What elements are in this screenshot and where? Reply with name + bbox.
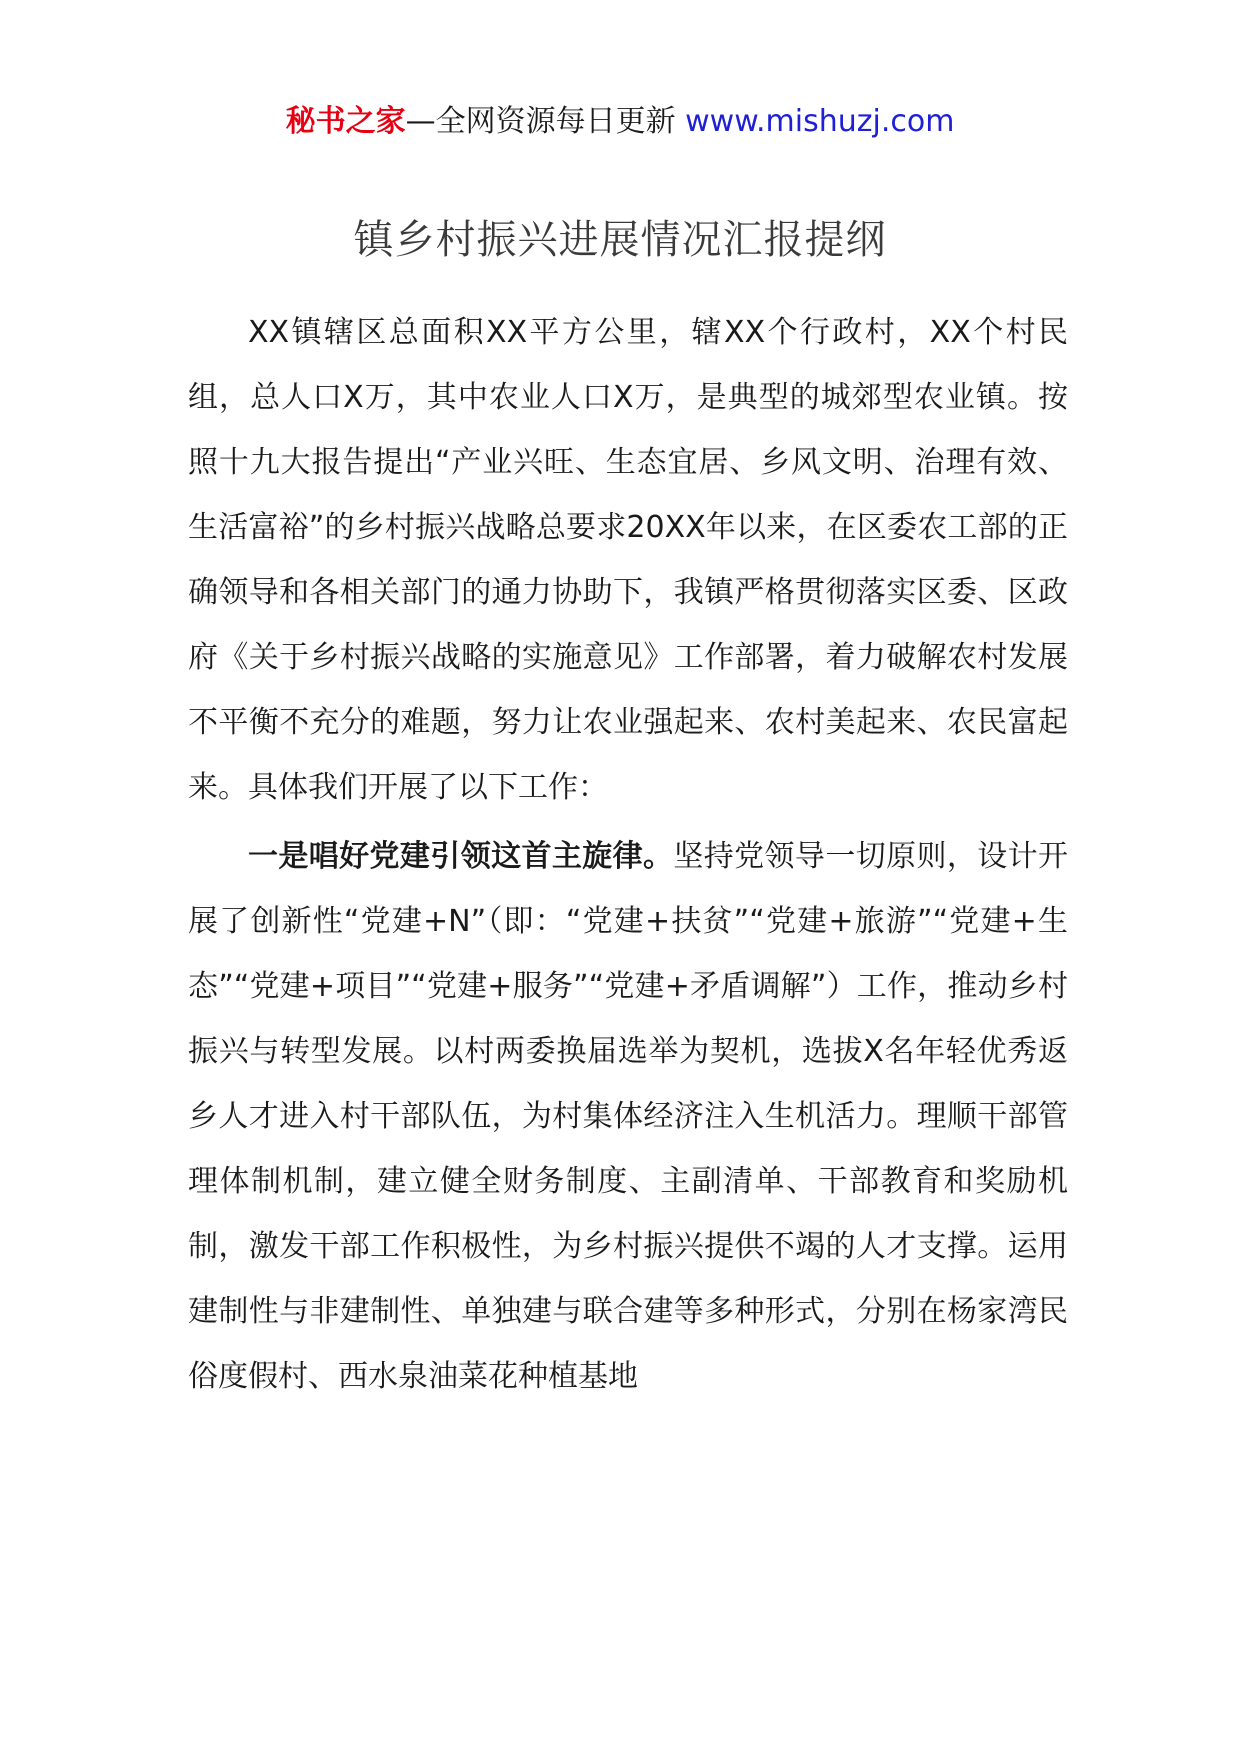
paragraph-party-building xyxy=(188,824,1068,1409)
document-body xyxy=(188,300,1068,1409)
paragraph-intro-text: XX镇辖区总面积XX平方公里，辖XX个行政村，XX个村民组，总人口X万，其中农业人口X万，是典型的城郊型农业镇。按照十九大报告提出“产业兴旺、生态宜居、乡风文明、治理有效、生活富裕”的乡村振兴战略总要求20XX年以来，在区委农工部的正确领导和各相关部门的通力协助下，我镇严格贯彻落实区委、区政府《关于乡村振兴战略的实施意见》工作部署，着力破解农村发展不平衡不充分的难题，努力让农业强起来、农村美起来、农民富起来。具体我们开展了以下工作： xyxy=(188,315,1068,805)
site-brand: 秘书之家 xyxy=(285,104,406,139)
site-url-link[interactable]: www.mishuzj.com xyxy=(685,104,955,139)
paragraph-party-building-text: 坚持党领导一切原则，设计开展了创新性“党建+N”（即：“党建+扶贫”“党建+旅游”“党建+生态”“党建+项目”“党建+服务”“党建+矛盾调解”）工作，推动乡村振兴与转型发展。以村两委换届选举为契机，选拔X名年轻优秀返乡人才进入村干部队伍，为村集体经济注入生机活力。理顺干部管理体制机制，建立健全财务制度、主副清单、干部教育和奖励机制，激发干部工作积极性，为乡村振兴提供不竭的人才支撑。运用建制性与非建制性、单独建与联合建等多种形式，分别在杨家湾民俗度假村、西水泉油菜花种植基地 xyxy=(188,839,1069,1394)
site-slogan: —全网资源每日更新 xyxy=(405,104,686,139)
paragraph-lead-heading: 一是唱好党建引领这首主旋律。 xyxy=(248,839,674,874)
site-header xyxy=(0,100,1240,144)
paragraph-intro xyxy=(188,300,1068,820)
document-title: 镇乡村振兴进展情况汇报提纲 xyxy=(353,217,887,263)
